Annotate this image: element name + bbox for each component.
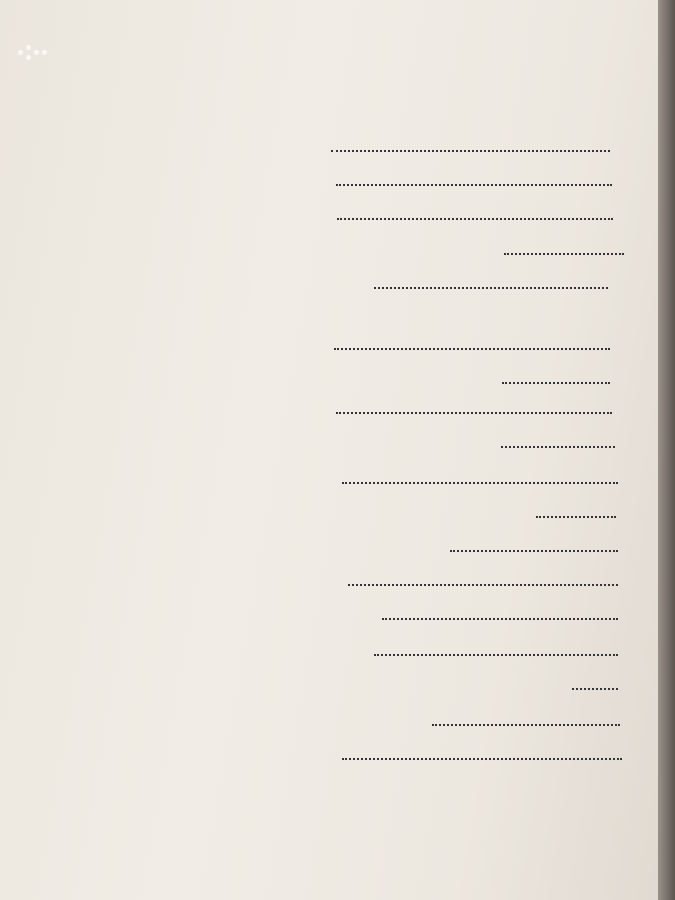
leader-dots <box>504 253 624 255</box>
toc-chapter-entry <box>76 234 636 260</box>
leader-dots <box>501 446 615 448</box>
toc-chapter-entry <box>80 506 640 532</box>
leader-dots <box>502 382 610 384</box>
leader-dots <box>336 412 612 414</box>
leader-dots <box>374 654 618 656</box>
toc-chapter-entry <box>80 614 640 640</box>
leader-dots <box>450 550 618 552</box>
toc-chapter-entry <box>78 398 638 424</box>
toc-chapter-entry <box>80 542 640 568</box>
leader-dots <box>331 150 610 152</box>
watermark-logo-icon <box>18 45 48 61</box>
toc-chapter-entry <box>78 303 638 359</box>
watermark <box>18 38 52 68</box>
toc-chapter-entry <box>80 470 640 496</box>
leader-dots <box>342 482 618 484</box>
toc-intro-entry <box>166 133 626 157</box>
leader-dots <box>342 758 622 760</box>
leader-dots <box>382 618 618 620</box>
leader-dots <box>374 287 608 289</box>
toc-chapter-entry <box>80 650 640 676</box>
toc-chapter-entry <box>78 362 638 388</box>
leader-dots <box>337 218 613 220</box>
toc-chapter-entry <box>80 722 640 748</box>
leader-dots <box>432 724 620 726</box>
toc-chapter-entry <box>79 434 639 460</box>
leader-dots <box>536 516 616 518</box>
toc-chapter-entry <box>80 758 640 784</box>
page-edge <box>658 0 675 900</box>
leader-dots <box>348 584 618 586</box>
leader-dots <box>336 184 612 186</box>
toc-chapter-entry <box>80 686 640 712</box>
toc-chapter-entry <box>76 268 636 294</box>
toc-chapter-entry <box>80 578 640 604</box>
leader-dots <box>334 348 610 350</box>
toc-intro-entry <box>168 166 628 190</box>
toc-intro-entry <box>169 200 629 224</box>
leader-dots <box>572 688 618 690</box>
